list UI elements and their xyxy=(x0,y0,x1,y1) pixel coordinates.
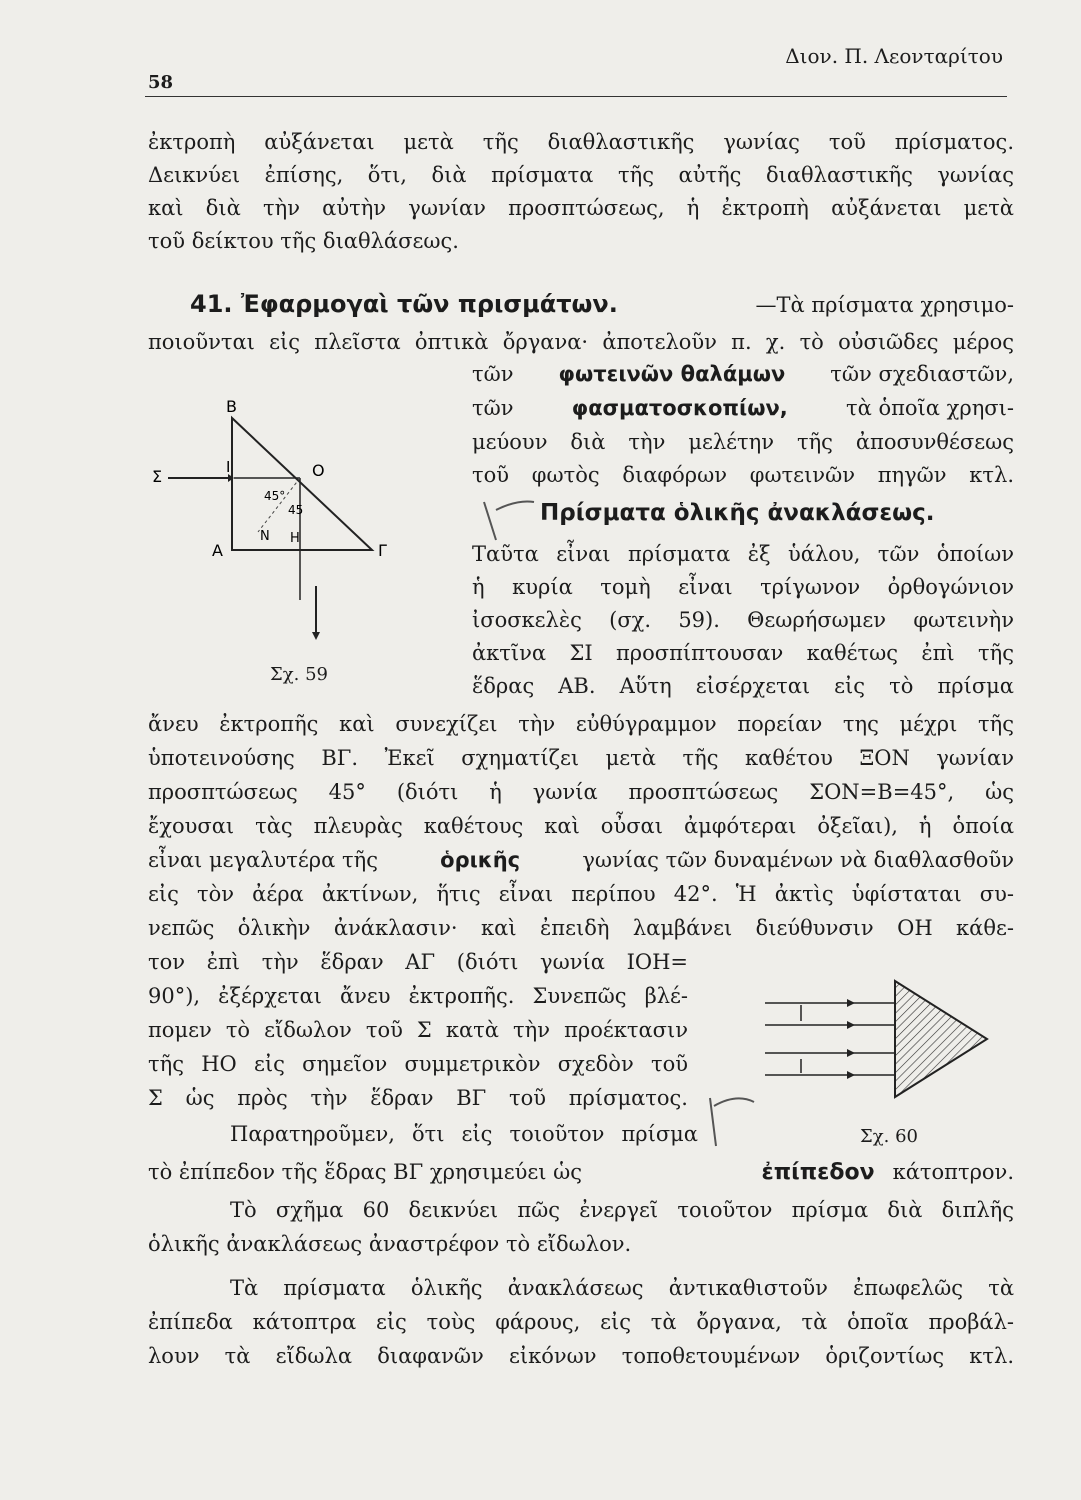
text-line: μεύουν διὰ τὴν μελέτην τῆς ἀποσυνθέσεως xyxy=(472,430,1014,454)
text-line: ἰσοσκελὲς (σχ. 59). Θεωρήσωμεν φωτεινὴν xyxy=(472,608,1014,632)
label-N: Ν xyxy=(260,529,270,544)
pencil-check-mark-icon xyxy=(700,1092,760,1152)
bold-term-photographic-cameras: φωτεινῶν θαλάμων xyxy=(558,362,786,386)
text-span: τῶν xyxy=(472,396,514,420)
text-line: ποιοῦνται εἰς πλεῖστα ὀπτικὰ ὄργανα· ἀποτελοῦν π. χ. τὸ οὐσιῶδες μέρος xyxy=(148,330,1014,354)
text-line: ἕδρας ΑΒ. Αὕτη εἰσέρχεται εἰς τὸ πρίσμα xyxy=(472,674,1014,698)
angle-label-2: 45 xyxy=(288,503,304,517)
text-line: Τὰ πρίσματα ὁλικῆς ἀνακλάσεως ἀντικαθιστοῦν ἐπωφελῶς τὰ xyxy=(230,1276,1014,1300)
text-line: νεπῶς ὁλικὴν ἀνάκλασιν· καὶ ἐπειδὴ λαμβάνει διεύθυνσιν ΟΗ κάθε- xyxy=(148,916,1014,940)
figure-60-caption: Σχ. 60 xyxy=(860,1126,918,1147)
text-line xyxy=(148,1160,1014,1185)
bold-term-plane: ἐπίπεδον xyxy=(761,1160,875,1185)
text-line: ἀκτῖνα ΣΙ προσπίπτουσαν καθέτως ἐπὶ τῆς xyxy=(472,641,1014,665)
label-O: Ο xyxy=(312,461,325,480)
label-I: Ι xyxy=(226,458,231,476)
label-H: Η xyxy=(290,531,300,546)
text-span: τῶν σχεδιαστῶν, xyxy=(830,362,1014,386)
text-line: Σ ὡς πρὸς τὴν ἕδραν ΒΓ τοῦ πρίσματος. xyxy=(148,1086,688,1110)
section-41-title: 41. Ἐφαρμογαὶ τῶν πρισμάτων. xyxy=(190,290,618,318)
section-41-heading xyxy=(190,290,1014,318)
text-span: τὸ ἐπίπεδον τῆς ἕδρας ΒΓ χρησιμεύει ὡς xyxy=(148,1160,583,1184)
text-line: Παρατηροῦμεν, ὅτι εἰς τοιοῦτον πρίσμα xyxy=(230,1122,698,1146)
text-line: Δεικνύει ἐπίσης, ὅτι, διὰ πρίσματα τῆς αὐτῆς διαθλαστικῆς γωνίας xyxy=(148,163,1014,187)
figure-59-prism-diagram xyxy=(140,390,450,650)
text-line: καὶ διὰ τὴν αὐτὴν γωνίαν προσπτώσεως, ἡ ἐκτροπὴ αὐξάνεται μετὰ xyxy=(148,196,1014,220)
text-line: ὑποτεινούσης ΒΓ. Ἐκεῖ σχηματίζει μετὰ τῆς καθέτου ΞΟΝ γωνίαν xyxy=(148,746,1014,770)
prism-triangle xyxy=(232,418,372,550)
arrow-icon xyxy=(847,999,855,1007)
text-span: κάτοπτρον. xyxy=(892,1160,1014,1184)
text-line: λουν τὰ εἴδωλα διαφανῶν εἰκόνων τοποθετουμένων ὁριζοντίως κτλ. xyxy=(148,1344,1014,1368)
figure-59-caption: Σχ. 59 xyxy=(270,664,328,685)
pencil-check-mark-icon xyxy=(478,496,538,546)
text-line: Ταῦτα εἶναι πρίσματα ἐξ ὑάλου, τῶν ὁποίων xyxy=(472,542,1014,566)
text-line: εἰς τὸν ἀέρα ἀκτίνων, ἥτις εἶναι περίπου 42°. Ἡ ἀκτὶς ὑφίσταται συ- xyxy=(148,882,1014,906)
text-line: 90°), ἐξέρχεται ἄνευ ἐκτροπῆς. Συνεπῶς βλέ- xyxy=(148,984,688,1008)
label-B: Β xyxy=(226,397,237,416)
text-line: ἐπίπεδα κάτοπτρα εἰς τοὺς φάρους, εἰς τὰ ὄργανα, τὰ ὁποῖα προβάλ- xyxy=(148,1310,1014,1334)
text-span: γωνίας τῶν δυναμένων νὰ διαθλασθοῦν xyxy=(582,848,1014,872)
text-line: προσπτώσεως 45° (διότι ἡ γωνία προσπτώσεως ΣΟΝ=Β=45°, ὡς xyxy=(148,780,1014,804)
subsection-heading xyxy=(540,500,1014,526)
header-rule xyxy=(145,96,1007,97)
text-line xyxy=(472,362,1014,386)
text-line xyxy=(472,396,1014,420)
label-G: Γ xyxy=(378,541,387,560)
text-span: εἶναι μεγαλυτέρα τῆς xyxy=(148,848,378,872)
text-span: τῶν xyxy=(472,362,514,386)
text-line: ἐκτροπὴ αὐξάνεται μετὰ τῆς διαθλαστικῆς γωνίας τοῦ πρίσματος. xyxy=(148,130,1014,154)
bold-term-critical: ὁρικῆς xyxy=(440,848,521,872)
figure-60-prism-diagram xyxy=(755,975,1000,1115)
text-line: ἄνευ ἐκτροπῆς καὶ συνεχίζει τὴν εὐθύγραμμον πορείαν της μέχρι τῆς xyxy=(148,712,1014,736)
text-line: τῆς ΗΟ εἰς σημεῖον συμμετρικὸν σχεδὸν τοῦ xyxy=(148,1052,688,1076)
arrow-icon xyxy=(312,632,320,640)
text-line: τοῦ δείκτου τῆς διαθλάσεως. xyxy=(148,229,459,253)
text-line: πομεν τὸ εἴδωλον τοῦ Σ κατὰ τὴν προέκτασιν xyxy=(148,1018,688,1042)
label-S: Σ xyxy=(152,467,163,486)
arrow-icon xyxy=(847,1049,855,1057)
prism-triangle xyxy=(895,981,987,1097)
text-line: ἔχουσαι τὰς πλευρὰς καθέτους καὶ οὖσαι ἀμφότεραι ὀξεῖαι), ἡ ὁποία xyxy=(148,814,1014,838)
subsection-title: Πρίσματα ὁλικῆς ἀνακλάσεως. xyxy=(540,500,935,526)
arrow-icon xyxy=(847,1021,855,1029)
arrow-icon xyxy=(847,1071,855,1079)
text-line: τοῦ φωτὸς διαφόρων φωτεινῶν πηγῶν κτλ. xyxy=(472,463,1014,487)
text-span: τὰ ὁποῖα χρησι- xyxy=(846,396,1014,420)
running-header-author: Διον. Π. Λεονταρίτου xyxy=(785,44,1003,68)
label-A: Α xyxy=(212,541,223,560)
section-41-lead: —Τὰ πρίσματα χρησιμο- xyxy=(755,293,1014,317)
text-line: ἡ κυρία τομὴ εἶναι τρίγωνον ὀρθογώνιον xyxy=(472,575,1014,599)
text-line: Τὸ σχῆμα 60 δεικνύει πῶς ἐνεργεῖ τοιοῦτον πρίσμα διὰ διπλῆς xyxy=(230,1198,1014,1222)
text-line xyxy=(148,848,1014,872)
text-line: τον ἐπὶ τὴν ἕδραν ΑΓ (διότι γωνία ΙΟΗ= xyxy=(148,950,688,974)
angle-label-1: 45° xyxy=(264,489,286,503)
text-line: ὁλικῆς ἀνακλάσεως ἀναστρέφον τὸ εἴδωλον. xyxy=(148,1232,632,1256)
bold-term-spectroscopes: φασματοσκοπίων, xyxy=(571,396,788,420)
text-span-group xyxy=(761,1160,1014,1185)
page-number: 58 xyxy=(148,72,174,93)
